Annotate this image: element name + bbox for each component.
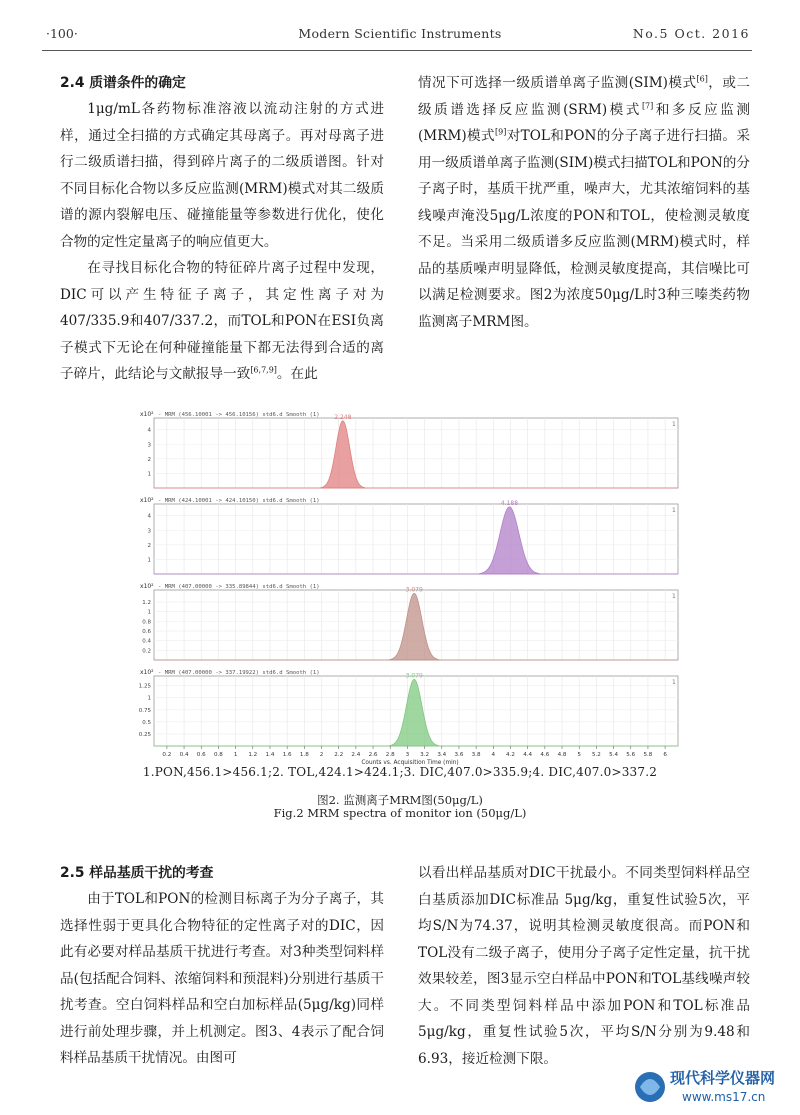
y-tick-label: 1 xyxy=(147,471,151,478)
paragraph xyxy=(60,255,384,388)
citation: [6,7,9] xyxy=(250,365,277,375)
paragraph: 由于TOL和PON的检测目标离子为分子离子，其选择性弱于更具化合物特征的定性离子对的DIC，因此有必要对样品基质干扰进行考查。对3种类型饲料样品(包括配合饲料、浓缩饲料和预混料)分别进行基质干扰考查。空白饲料样品和空白加标样品(5μg/kg)同样进行前处理步骤，并上机测定。图3、4表示了配合饲料样品基质干扰情况。由图可 xyxy=(60,891,384,1066)
citation: [6] xyxy=(696,74,708,84)
x-tick-label: 3.8 xyxy=(471,752,481,758)
y-tick-label: 0.2 xyxy=(142,648,151,655)
peak-label: 4.188 xyxy=(500,499,519,507)
peak-label: 3.079 xyxy=(405,672,423,680)
citation: [9] xyxy=(494,127,507,137)
paragraph: 1μg/mL各药物标准溶液以流动注射的方式进样，通过全扫描的方式确定其母离子。再对母离子进行二级质谱扫描，得到碎片离子的二级质谱图。针对不同目标化合物以多反应监测(MRM)模式对其二级质谱的源内裂解电压、碰撞能量等参数进行优化，使化合物的定性定量离子的响应值更大。 xyxy=(60,101,384,250)
figure-caption-en: Fig.2 MRM spectra of monitor ion (50μg/L) xyxy=(273,806,527,820)
panel-marker: 1 xyxy=(672,593,676,600)
y-tick-label: 1 xyxy=(147,557,151,564)
trace-title: - MRM (407.00000 -> 335.89844) std6.d Smooth (1) xyxy=(158,584,320,590)
y-tick-label: 0.75 xyxy=(138,707,151,714)
text-run: 在寻找目标化合物的特征碎片离子过程中发现，DIC可以产生特征子离子，其定性离子对为407/335.9和407/337.2，而TOL和PON在ESI负离子模式下无论在何种碰撞能量下都无法得到合适的离子碎片，此结论与文献报导一致 xyxy=(60,260,384,382)
trace-title: - MRM (424.10001 -> 424.10150) std6.d Smooth (1) xyxy=(158,498,320,504)
x-tick-label: 2.8 xyxy=(385,752,395,758)
section-2-5-title: 2.5 样品基质干扰的考查 xyxy=(60,865,214,881)
x-tick-label: 0.6 xyxy=(196,752,206,758)
y-tick-label: 0.25 xyxy=(138,731,151,738)
x-tick-label: 0.8 xyxy=(213,752,223,758)
text-run: 。在此 xyxy=(276,366,318,382)
y-tick-label: 3 xyxy=(147,442,151,449)
journal-name: Modern Scientific Instruments xyxy=(298,26,502,41)
chromatogram-panel-3 xyxy=(140,583,678,660)
x-tick-label: 4.2 xyxy=(506,752,515,758)
x-tick-label: 3 xyxy=(405,752,410,758)
x-tick-label: 1.2 xyxy=(248,752,258,758)
watermark-url: www.ms17.cn xyxy=(682,1090,766,1104)
text-run: 情况下可选择一级质谱单离子监测(SIM)模式 xyxy=(418,75,697,91)
watermark-title: 现代科学仪器网 xyxy=(670,1069,776,1087)
peak-label: 2.248 xyxy=(334,413,352,421)
paragraph xyxy=(418,70,750,335)
text-run: ，或二级质谱选择反应监测(SRM)模式 xyxy=(418,75,750,118)
x-tick-label: 1.4 xyxy=(265,752,275,758)
chromatogram-panel-1 xyxy=(140,411,678,488)
page-number: ·100· xyxy=(46,26,78,41)
citation: [7] xyxy=(641,100,654,110)
y-tick-label: 0.8 xyxy=(142,619,151,626)
right-column-top xyxy=(418,70,750,335)
text-run: 对TOL和PON的分子离子进行扫描。采用一级质谱单离子监测(SIM)模式扫描TOL和PON的分子离子时，基质干扰严重，噪声大，尤其浓缩饲料的基线噪声淹没5μg/L浓度的PON和TOL，使检测灵敏度不足。当采用二级质谱多反应监测(MRM)模式时，样品的基质噪声明显降低，检测灵敏度提高，其信噪比可以满足检测要求。图2为浓度50μg/L时3种三嗪类药物监测离子MRM图。 xyxy=(418,128,750,330)
chromatogram-panel-2 xyxy=(140,497,678,574)
x-tick-label: 3.2 xyxy=(420,752,430,758)
x-tick-label: 4 xyxy=(491,752,496,758)
x-tick-label: 1 xyxy=(233,752,238,758)
panel-marker: 1 xyxy=(672,679,676,686)
issue-info: No.5 Oct. 2016 xyxy=(632,26,750,41)
y-tick-label: 4 xyxy=(147,427,151,434)
x-tick-label: 5.4 xyxy=(609,752,619,758)
x-tick-label: 2.4 xyxy=(351,752,361,758)
trace-title: - MRM (456.10001 -> 456.10156) std6.d Smooth (1) xyxy=(158,412,320,418)
plot-frame xyxy=(154,504,678,574)
text-run: 和多反应监测(MRM)模式 xyxy=(418,101,751,144)
x-tick-label: 2.2 xyxy=(334,752,344,758)
x-tick-label: 4.8 xyxy=(557,752,567,758)
trace-title: - MRM (407.00000 -> 337.19922) std6.d Smooth (1) xyxy=(158,670,320,676)
panel-marker: 1 xyxy=(672,507,676,514)
y-tick-label: 1.25 xyxy=(138,683,151,690)
y-tick-label: 1 xyxy=(147,695,151,702)
x-tick-label: 0.2 xyxy=(162,752,172,758)
x-tick-label: 2 xyxy=(319,752,324,758)
mrm-chromatogram-figure xyxy=(140,406,680,768)
figure-caption-cn: 图2. 监测离子MRM图(50μg/L) xyxy=(317,793,483,807)
x-tick-label: 6 xyxy=(663,752,667,758)
y-tick-label: 2 xyxy=(147,456,151,463)
x-tick-label: 3.4 xyxy=(437,752,447,758)
x-tick-label: 5.8 xyxy=(643,752,653,758)
x-tick-label: 2.6 xyxy=(368,752,378,758)
y-tick-label: 0.6 xyxy=(142,629,151,636)
right-column-bottom xyxy=(418,860,750,1072)
y-tick-label: 0.4 xyxy=(142,638,151,645)
x-tick-label: 3.6 xyxy=(454,752,464,758)
left-column-top xyxy=(60,70,384,388)
y-tick-label: 2 xyxy=(147,542,151,549)
y-tick-label: 0.5 xyxy=(142,719,151,726)
x-tick-label: 4.6 xyxy=(540,752,550,758)
x-tick-label: 5 xyxy=(577,752,581,758)
x-tick-label: 0.4 xyxy=(179,752,189,758)
x-tick-label: 1.6 xyxy=(282,752,292,758)
peak-label: 3.079 xyxy=(405,586,423,594)
x-axis-label: Counts vs. Acquisition Time (min) xyxy=(361,760,459,766)
y-scale-label: x10² xyxy=(140,583,154,590)
figure-legend: 1.PON,456.1>456.1;2. TOL,424.1>424.1;3. DIC,407.0>335.9;4. DIC,407.0>337.2 xyxy=(142,765,658,779)
paragraph: 以看出样品基质对DIC干扰最小。不同类型饲料样品空白基质添加DIC标准品 5μg/kg，重复性试验5次，平均S/N为74.37，说明其检测灵敏度很高。而PON和TOL没有二级子离子，使用分子离子定性定量，抗干扰效果较差，图3显示空白样品中PON和TOL基线噪声较大。不同类型饲料样品中添加PON和TOL标准品 5μg/kg，重复性试验5次，平均S/N分别为9.48和6.93，接近检测下限。 xyxy=(418,865,750,1067)
y-tick-label: 4 xyxy=(147,513,151,520)
chromatogram-panel-4 xyxy=(139,669,678,746)
panel-marker: 1 xyxy=(672,421,676,428)
left-column-bottom xyxy=(60,860,384,1072)
y-scale-label: x10² xyxy=(140,411,154,418)
x-tick-label: 5.2 xyxy=(591,752,601,758)
x-tick-label: 5.6 xyxy=(626,752,636,758)
x-tick-label: 4.4 xyxy=(523,752,533,758)
y-tick-label: 3 xyxy=(147,528,151,535)
plot-frame xyxy=(154,418,678,488)
x-tick-label: 1.8 xyxy=(299,752,309,758)
site-watermark xyxy=(630,1063,790,1111)
y-tick-label: 1.2 xyxy=(142,600,151,607)
y-tick-label: 1 xyxy=(147,609,151,616)
y-scale-label: x10² xyxy=(140,497,154,504)
section-2-4-title: 2.4 质谱条件的确定 xyxy=(60,75,186,91)
y-scale-label: x10² xyxy=(140,669,154,676)
watermark-logo-icon xyxy=(630,1063,790,1111)
header-rule xyxy=(42,50,752,51)
